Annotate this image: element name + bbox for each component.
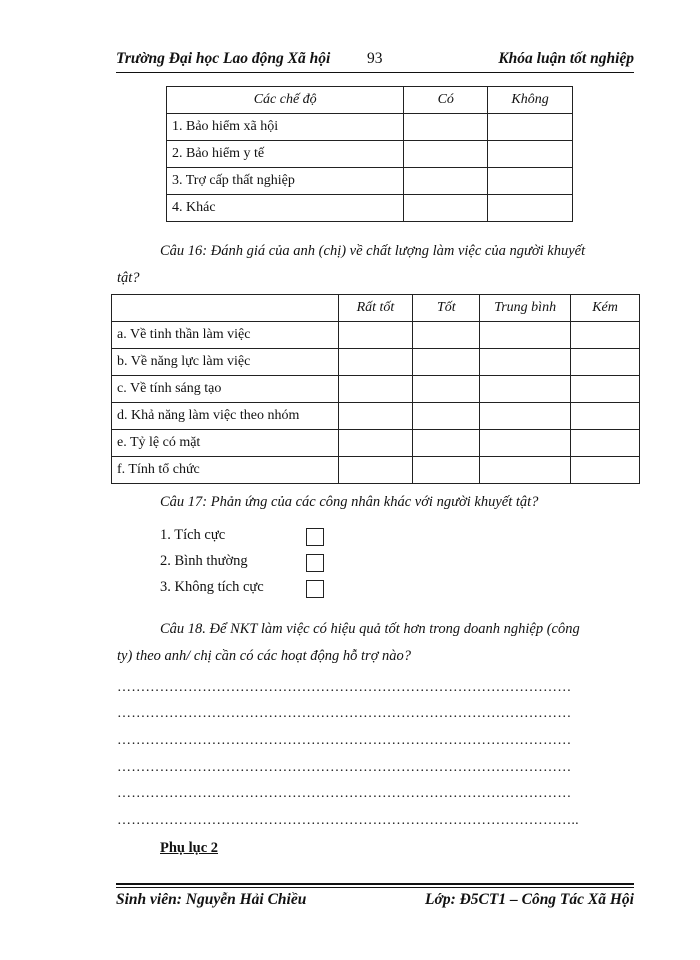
footer-class: Lớp: Đ5CT1 – Công Tác Xã Hội <box>425 891 634 908</box>
answer-line[interactable]: …………………………………………………………………………………… <box>117 706 572 721</box>
question-18-line2: ty) theo anh/ chị cần có các hoạt động hỗ trợ nào? <box>117 648 412 664</box>
table-header: Kém <box>571 295 640 322</box>
appendix-heading: Phụ lục 2 <box>160 840 219 856</box>
table-header-row <box>167 87 573 114</box>
table-row <box>112 403 640 430</box>
page-number: 93 <box>367 50 383 67</box>
question-18-line1: Câu 18. Để NKT làm việc có hiệu quả tốt hơn trong doanh nghiệp (công <box>160 621 580 637</box>
footer-rule <box>116 883 634 885</box>
table-row <box>167 195 573 222</box>
table-row <box>112 430 640 457</box>
table-row <box>112 457 640 484</box>
header-school: Trường Đại học Lao động Xã hội <box>116 50 331 67</box>
table-header: Tốt <box>413 295 480 322</box>
table-cell: 2. Bảo hiểm y tế <box>167 141 404 168</box>
table-row <box>167 114 573 141</box>
table-cell: 4. Khác <box>167 195 404 222</box>
checkbox-normal[interactable] <box>306 554 324 572</box>
header-rule <box>116 72 634 73</box>
table-header-row <box>112 295 640 322</box>
question-16-line2: tật? <box>117 270 140 286</box>
table-header: Trung bình <box>480 295 571 322</box>
option-negative: 3. Không tích cực <box>160 579 264 595</box>
table-cell: 3. Trợ cấp thất nghiệp <box>167 168 404 195</box>
table-cell: e. Tỷ lệ có mặt <box>112 430 339 457</box>
table-cell: c. Về tính sáng tạo <box>112 376 339 403</box>
table-cell: a. Về tinh thần làm việc <box>112 322 339 349</box>
table-header: Không <box>488 87 573 114</box>
table-cell: d. Khả năng làm việc theo nhóm <box>112 403 339 430</box>
answer-line[interactable]: …………………………………………………………………………………… <box>117 786 572 801</box>
table-header: Rất tốt <box>338 295 413 322</box>
table-row <box>112 349 640 376</box>
table-header: Các chế độ <box>167 87 404 114</box>
answer-line[interactable]: …………………………………………………………………………………… <box>117 760 572 775</box>
option-positive: 1. Tích cực <box>160 527 226 543</box>
table-cell: f. Tính tổ chức <box>112 457 339 484</box>
answer-line[interactable]: …………………………………………………………………………………… <box>117 680 572 695</box>
table-row <box>112 376 640 403</box>
table-header: Có <box>404 87 488 114</box>
option-normal: 2. Bình thường <box>160 553 248 569</box>
table-cell: b. Về năng lực làm việc <box>112 349 339 376</box>
question-16-line1: Câu 16: Đánh giá của anh (chị) về chất lượng làm việc của người khuyết <box>160 243 586 259</box>
quality-table <box>111 294 640 484</box>
table-row <box>112 322 640 349</box>
footer-rule-thin <box>116 887 634 888</box>
answer-line[interactable]: …………………………………………………………………………………….. <box>117 813 579 828</box>
checkbox-negative[interactable] <box>306 580 324 598</box>
benefits-table <box>166 86 573 222</box>
table-row <box>167 141 573 168</box>
answer-line[interactable]: …………………………………………………………………………………… <box>117 733 572 748</box>
table-header <box>112 295 339 322</box>
header-doc-type: Khóa luận tốt nghiệp <box>498 50 634 67</box>
checkbox-positive[interactable] <box>306 528 324 546</box>
question-17: Câu 17: Phản ứng của các công nhân khác với người khuyết tật? <box>160 494 539 510</box>
table-cell: 1. Bảo hiểm xã hội <box>167 114 404 141</box>
footer-student: Sinh viên: Nguyễn Hải Chiều <box>116 891 307 908</box>
table-row <box>167 168 573 195</box>
